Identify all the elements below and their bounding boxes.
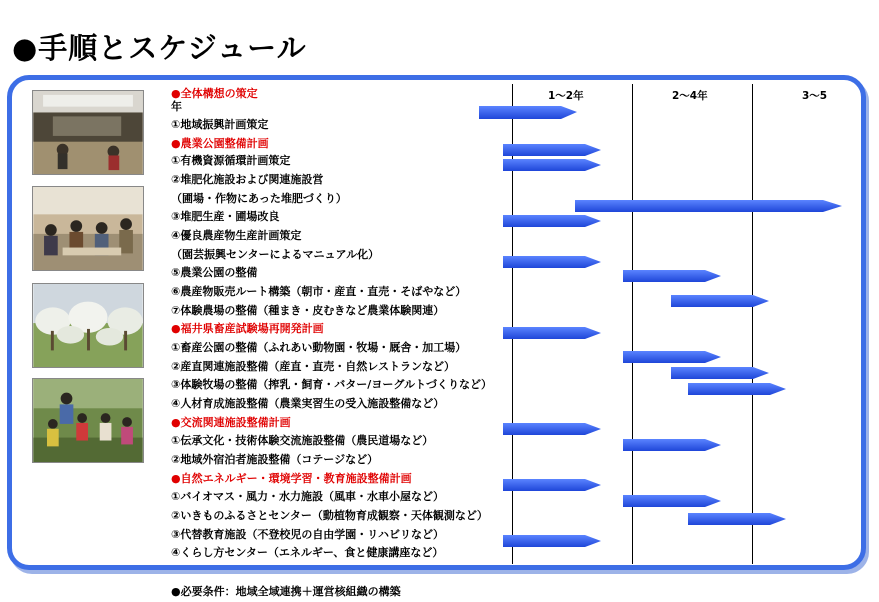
schedule-item: ③体験牧場の整備（搾乳・飼育・バター/ヨーグルトづくりなど） [171, 378, 492, 391]
section-heading: ●福井県畜産試験場再開発計画 [171, 322, 324, 335]
section-heading: ●農業公園整備計画 [171, 137, 269, 150]
schedule-item: ②産直関連施設整備（産直・直売・自然レストランなど） [171, 360, 455, 373]
schedule-item: ⑦体験農場の整備（種まき・皮むきなど農業体験関連） [171, 304, 445, 317]
schedule-item: ①地域振興計画策定 [171, 118, 269, 131]
schedule-arrow [623, 270, 721, 282]
schedule-item: ②いきものふるさとセンター（動植物育成観察・天体観測など） [171, 509, 488, 522]
schedule-item: ①伝承文化・技術体験交流施設整備（農民道場など） [171, 434, 434, 447]
page-title: ●手順とスケジュール [12, 31, 307, 65]
schedule-arrow [671, 367, 769, 379]
section-heading: ●全体構想の策定 [171, 87, 258, 100]
schedule-item: ③代替教育施設（不登校児の自由学園・リハビリなど） [171, 528, 444, 541]
column-label-1: 1〜2年 [548, 90, 584, 102]
schedule-item: ①バイオマス・風力・水力施設（風車・水車小屋など） [171, 490, 444, 503]
schedule-arrow [503, 479, 601, 491]
section-heading: ●交流関連施設整備計画 [171, 416, 291, 429]
section-heading: ●自然エネルギー・環境学習・教育施設整備計画 [171, 472, 412, 485]
schedule-arrow [623, 495, 721, 507]
schedule-item: ③堆肥生産・圃場改良 [171, 210, 280, 223]
schedule-arrow [503, 327, 601, 339]
schedule-arrow [503, 535, 601, 547]
schedule-item: ⑥農産物販売ルート構築（朝市・産直・直売・そばやなど） [171, 285, 467, 298]
schedule-arrow [503, 144, 601, 156]
schedule-item: （圃場・作物にあった堆肥づくり） [171, 192, 347, 205]
schedule-arrow [688, 383, 786, 395]
schedule-arrow [503, 215, 601, 227]
column-label-3: 3〜5 [802, 90, 828, 102]
schedule-arrow [503, 423, 601, 435]
schedule-arrow [688, 513, 786, 525]
schedule-arrow [623, 439, 721, 451]
column-label-2: 2〜4年 [672, 90, 708, 102]
schedule-item: ②堆肥化施設および関連施設営 [171, 173, 324, 186]
schedule-item: 年 [171, 100, 182, 113]
schedule-arrow [503, 159, 601, 171]
schedule-arrow [479, 106, 577, 119]
schedule-item: ④人材育成施設整備（農業実習生の受入施設整備など） [171, 397, 445, 410]
schedule-item: ⑤農業公園の整備 [171, 266, 258, 279]
schedule-arrow [575, 200, 842, 212]
schedule-item: ④優良農産物生産計画策定 [171, 229, 302, 242]
footer-note: ●必要条件：地域全域連携＋運営核組織の構築 [171, 585, 401, 598]
schedule-arrow [503, 256, 601, 268]
schedule-item: ①畜産公園の整備（ふれあい動物園・牧場・厩舎・加工場） [171, 341, 467, 354]
schedule-arrow [623, 351, 721, 363]
schedule-item: ④くらし方センター（エネルギー、食と健康講座など） [171, 546, 444, 559]
schedule-item: ②地域外宿泊者施設整備（コテージなど） [171, 453, 379, 466]
schedule-arrow [671, 295, 769, 307]
schedule-item: （園芸振興センターによるマニュアル化） [171, 248, 380, 261]
schedule-item: ①有機資源循環計画策定 [171, 154, 291, 167]
